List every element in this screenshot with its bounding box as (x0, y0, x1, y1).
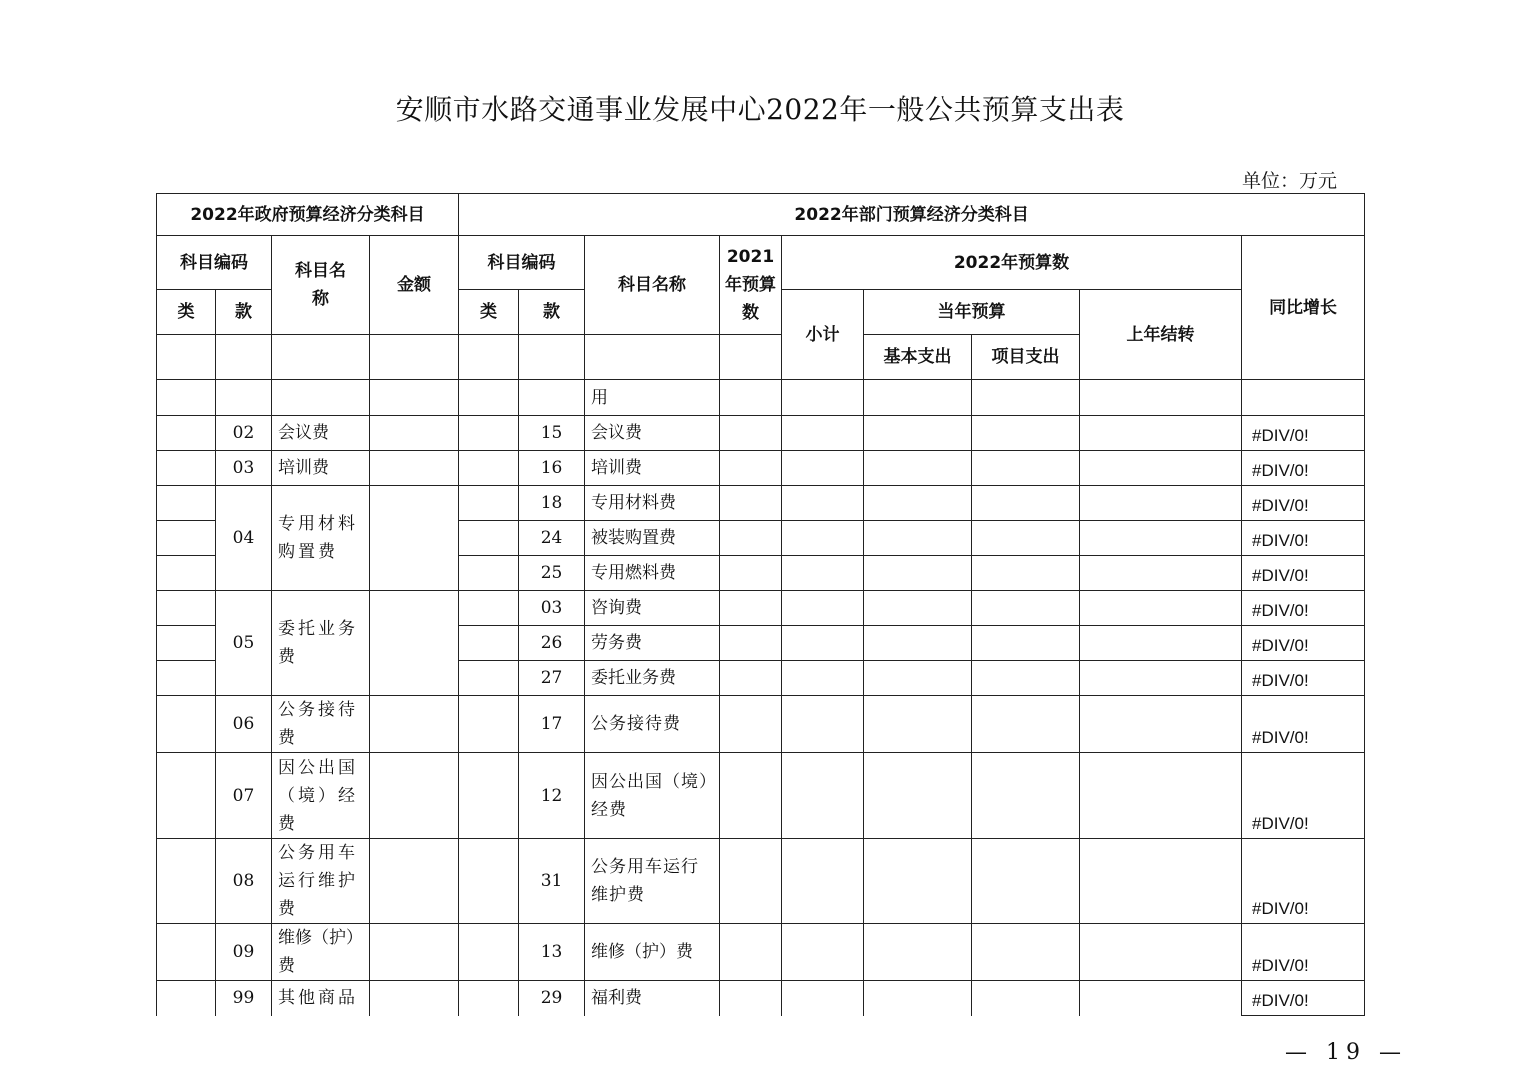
budget-2022-header: 2022年预算数 (782, 236, 1242, 290)
blank-cell (157, 335, 216, 380)
gov-subject-name: 维修（护）费 (272, 924, 370, 981)
gov-subject-name: 因公出国（境）经费 (272, 753, 370, 839)
blank-cell (370, 335, 459, 380)
dept-lei-header: 类 (459, 290, 519, 335)
table-row (157, 753, 1365, 839)
yoy-value: #DIV/0! (1242, 521, 1365, 556)
dept-subject-name: 公务接待费 (585, 696, 720, 753)
dept-subject-name: 专用燃料费 (585, 556, 720, 591)
gov-subject-name: 委托业务费 (272, 591, 370, 696)
dept-section-header: 2022年部门预算经济分类科目 (459, 194, 1365, 236)
gov-subject-code-header: 科目编码 (157, 236, 272, 290)
gov-lei-header: 类 (157, 290, 216, 335)
yoy-value: #DIV/0! (1242, 924, 1365, 981)
gov-kuan-code: 03 (216, 451, 272, 486)
table-row (157, 591, 1365, 626)
table-row (157, 696, 1365, 753)
amount-header: 金额 (370, 236, 459, 335)
blank-cell (216, 335, 272, 380)
yoy-value: #DIV/0! (1242, 839, 1365, 924)
budget-table (156, 193, 1365, 1016)
gov-kuan-code: 05 (216, 591, 272, 696)
unit-label: 单位：万元 (1241, 170, 1337, 192)
dept-subject-name: 被装购置费 (585, 521, 720, 556)
dept-kuan-code: 24 (519, 521, 585, 556)
dept-kuan-code: 25 (519, 556, 585, 591)
gov-subject-name: 会议费 (272, 416, 370, 451)
yoy-value: #DIV/0! (1242, 591, 1365, 626)
current-year-header: 当年预算 (864, 290, 1080, 335)
page-number: — 19 — (1285, 1040, 1407, 1065)
gov-kuan-code: 09 (216, 924, 272, 981)
dept-subject-name: 委托业务费 (585, 661, 720, 696)
dept-subject-name: 培训费 (585, 451, 720, 486)
dept-subject-name-header: 科目名称 (585, 236, 720, 335)
gov-kuan-code: 08 (216, 839, 272, 924)
gov-subject-name: 其他商品 (272, 981, 370, 1016)
dept-subject-name: 维修（护）费 (585, 924, 720, 981)
dept-subject-name: 福利费 (585, 981, 720, 1016)
dept-kuan-header: 款 (519, 290, 585, 335)
blank-cell (272, 335, 370, 380)
yoy-value: #DIV/0! (1242, 556, 1365, 591)
blank-cell (459, 335, 519, 380)
table-row (157, 839, 1365, 924)
gov-subject-name: 公务接待费 (272, 696, 370, 753)
dept-kuan-code: 15 (519, 416, 585, 451)
subtotal-header: 小计 (782, 290, 864, 380)
blank-cell (519, 335, 585, 380)
dept-kuan-code: 12 (519, 753, 585, 839)
carry-over-header: 上年结转 (1080, 290, 1242, 380)
project-expense-header: 项目支出 (972, 335, 1080, 380)
yoy-value: #DIV/0! (1242, 626, 1365, 661)
yoy-header: 同比增长 (1242, 236, 1365, 380)
gov-subject-name: 专用材料购置费 (272, 486, 370, 591)
dept-kuan-code: 03 (519, 591, 585, 626)
yoy-value: #DIV/0! (1242, 416, 1365, 451)
dept-kuan-code: 29 (519, 981, 585, 1016)
table-row (157, 380, 1365, 416)
dept-kuan-code: 27 (519, 661, 585, 696)
yoy-value: #DIV/0! (1242, 753, 1365, 839)
gov-subject-name: 公务用车运行维护费 (272, 839, 370, 924)
dept-subject-name: 咨询费 (585, 591, 720, 626)
yoy-value: #DIV/0! (1242, 696, 1365, 753)
blank-cell (720, 335, 782, 380)
dept-kuan-code: 18 (519, 486, 585, 521)
dept-subject-code-header: 科目编码 (459, 236, 585, 290)
dept-subject-name: 因公出国（境）经费 (585, 753, 720, 839)
dept-kuan-code: 16 (519, 451, 585, 486)
table-row (157, 981, 1365, 1016)
yoy-value: #DIV/0! (1242, 451, 1365, 486)
gov-kuan-code: 06 (216, 696, 272, 753)
dept-subject-name: 劳务费 (585, 626, 720, 661)
table-row (157, 486, 1365, 521)
gov-kuan-header: 款 (216, 290, 272, 335)
dept-subject-name: 专用材料费 (585, 486, 720, 521)
basic-expense-header: 基本支出 (864, 335, 972, 380)
gov-kuan-code: 99 (216, 981, 272, 1016)
yoy-value: #DIV/0! (1242, 981, 1365, 1016)
gov-section-header: 2022年政府预算经济分类科目 (157, 194, 459, 236)
gov-kuan-code: 04 (216, 486, 272, 591)
table-row (157, 416, 1365, 451)
dept-kuan-code: 31 (519, 839, 585, 924)
yoy-value: #DIV/0! (1242, 486, 1365, 521)
dept-subject-name: 用 (585, 380, 720, 416)
page-title: 安顺市水路交通事业发展中心2022年一般公共预算支出表 (395, 93, 1125, 126)
gov-subject-name-header: 科目名称 (272, 236, 370, 335)
dept-kuan-code: 26 (519, 626, 585, 661)
blank-cell (585, 335, 720, 380)
yoy-value: #DIV/0! (1242, 661, 1365, 696)
dept-kuan-code: 13 (519, 924, 585, 981)
gov-kuan-code: 02 (216, 416, 272, 451)
gov-subject-name: 培训费 (272, 451, 370, 486)
dept-subject-name: 会议费 (585, 416, 720, 451)
dept-subject-name: 公务用车运行维护费 (585, 839, 720, 924)
table-row (157, 924, 1365, 981)
dept-kuan-code: 17 (519, 696, 585, 753)
budget-2021-header: 2021年预算数 (720, 236, 782, 335)
gov-kuan-code: 07 (216, 753, 272, 839)
table-row (157, 451, 1365, 486)
